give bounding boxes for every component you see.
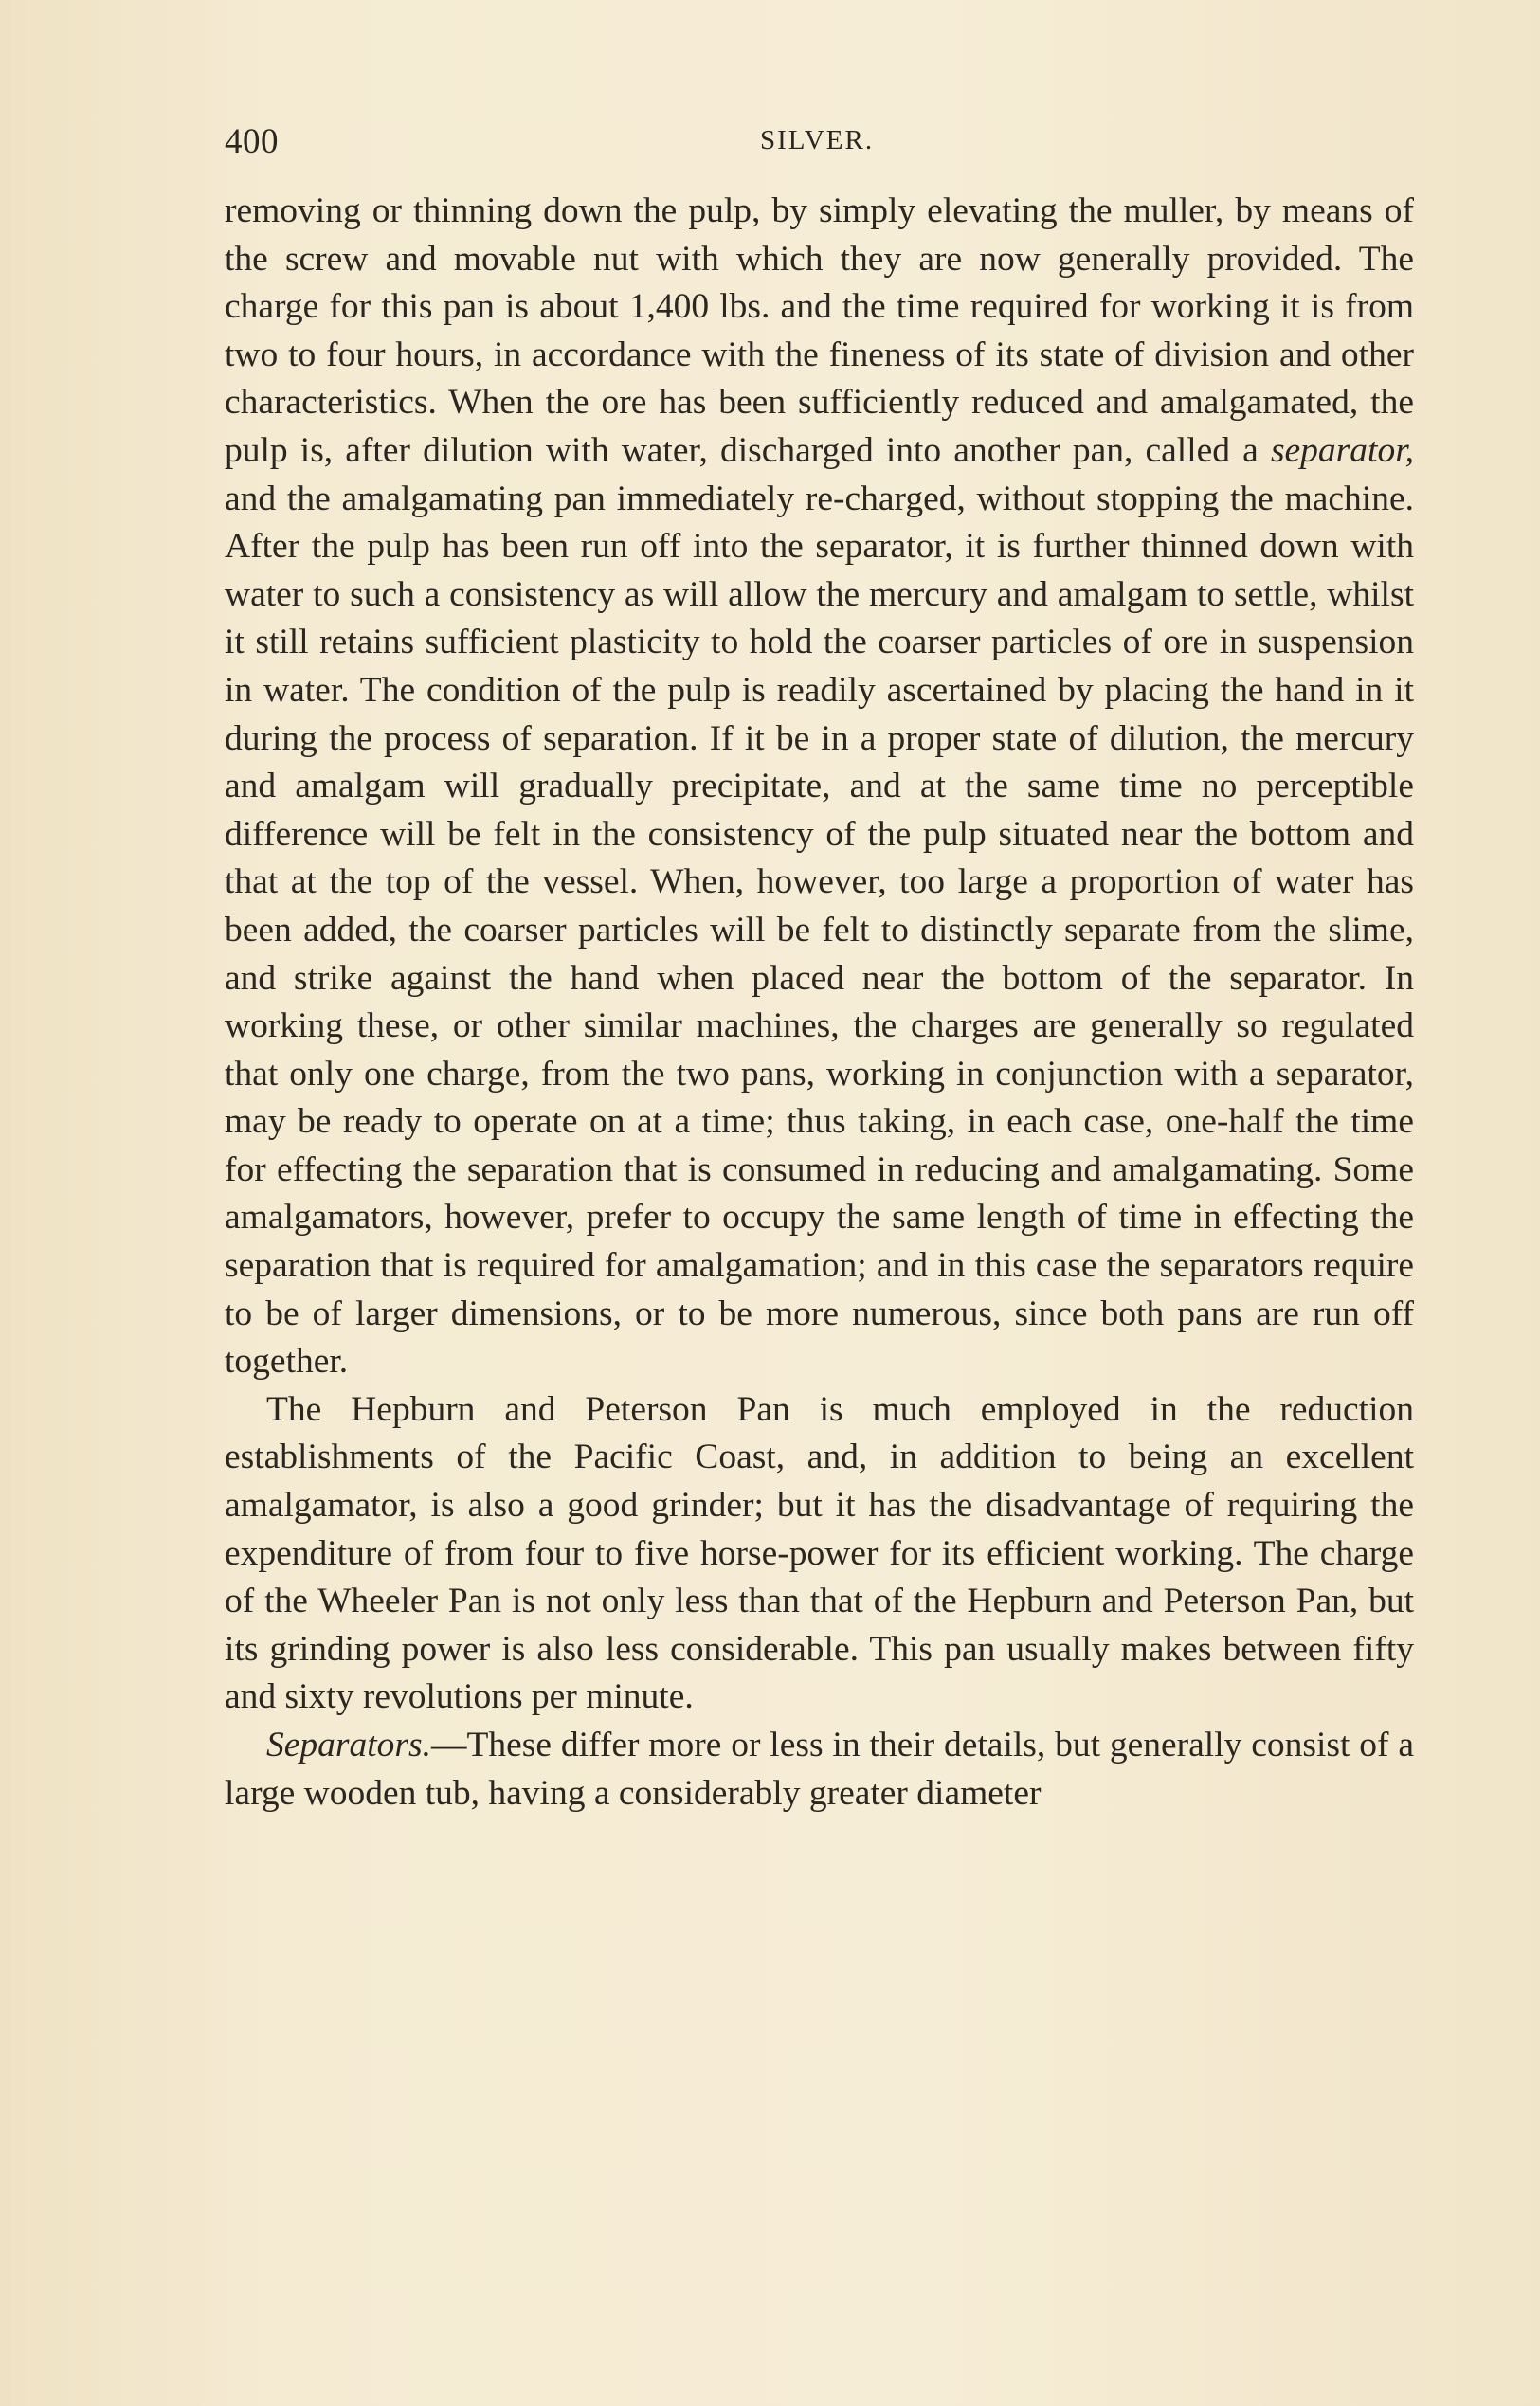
body-text xyxy=(225,188,1414,1818)
running-title: SILVER. xyxy=(760,125,875,155)
text-segment: The Hepburn and Peterson Pan is much employed in the reduction establishments of the Pacific Coast, and, in addition to being an excellent amalgamator, is also a good grinder; but it has the disadvantage of requiring the expenditure of from four to five horse-power for its efficient working. The charge of the Wheeler Pan is not only less than that of the Hepburn and Peterson Pan, but its grinding power is also less considerable. This pan usually makes between fifty and sixty revolutions per minute. xyxy=(225,1389,1414,1717)
running-head xyxy=(225,112,1414,169)
paragraph-p3 xyxy=(225,1722,1414,1818)
italic-text: separator, xyxy=(1270,430,1414,470)
text-segment: —These differ more or less in their details, but generally consist of a large wooden tub, having a considerably greater diameter xyxy=(225,1726,1414,1813)
text-segment: and the amalgamating pan immediately re-charged, without stopping the machine. After the pulp has been run off into the separator, it is further thinned down with water to such a consistency as will allow the mercury and amalgam to settle, whilst it still retains sufficient plasticity to hold the coarser particles of ore in suspension in water. The condition of the pulp is readily ascertained by placing the hand in it during the process of separation. If it be in a proper state of dilution, the mercury and amalgam will gradually precipitate, and at the same time no perceptible difference will be felt in the consistency of the pulp situated near the bottom and that at the top of the vessel. When, however, too large a proportion of water has been added, the coarser particles will be felt to distinctly separate from the slime, and strike against the hand when placed near the bottom of the separator. In working these, or other similar machines, the charges are generally so regulated that only one charge, from the two pans, working in conjunction with a separator, may be ready to operate on at a time; thus taking, in each case, one-half the time for effecting the separation that is consumed in reducing and amalgamating. Some amalgamators, however, prefer to occupy the same length of time in effecting the separation that is required for amalgamation; and in this case the separators require to be of larger dimensions, or to be more numerous, since both pans are run off together. xyxy=(225,479,1414,1382)
page-number: 400 xyxy=(225,122,279,161)
paragraph-p2 xyxy=(225,1386,1414,1722)
paragraph-p1 xyxy=(225,188,1414,1386)
italic-text: Separators. xyxy=(266,1726,431,1764)
text-segment: removing or thinning down the pulp, by simply elevating the muller, by means of the screw and movable nut with which they are now generally provided. The charge for this pan is about 1,400 lbs. and the time required for working it is from two to four hours, in accordance with the fineness of its state of division and other characteristics. When the ore has been sufficiently reduced and amalgamated, the pulp is, after dilution with water, discharged into another pan, called a xyxy=(225,191,1414,470)
book-page xyxy=(225,112,1414,1818)
